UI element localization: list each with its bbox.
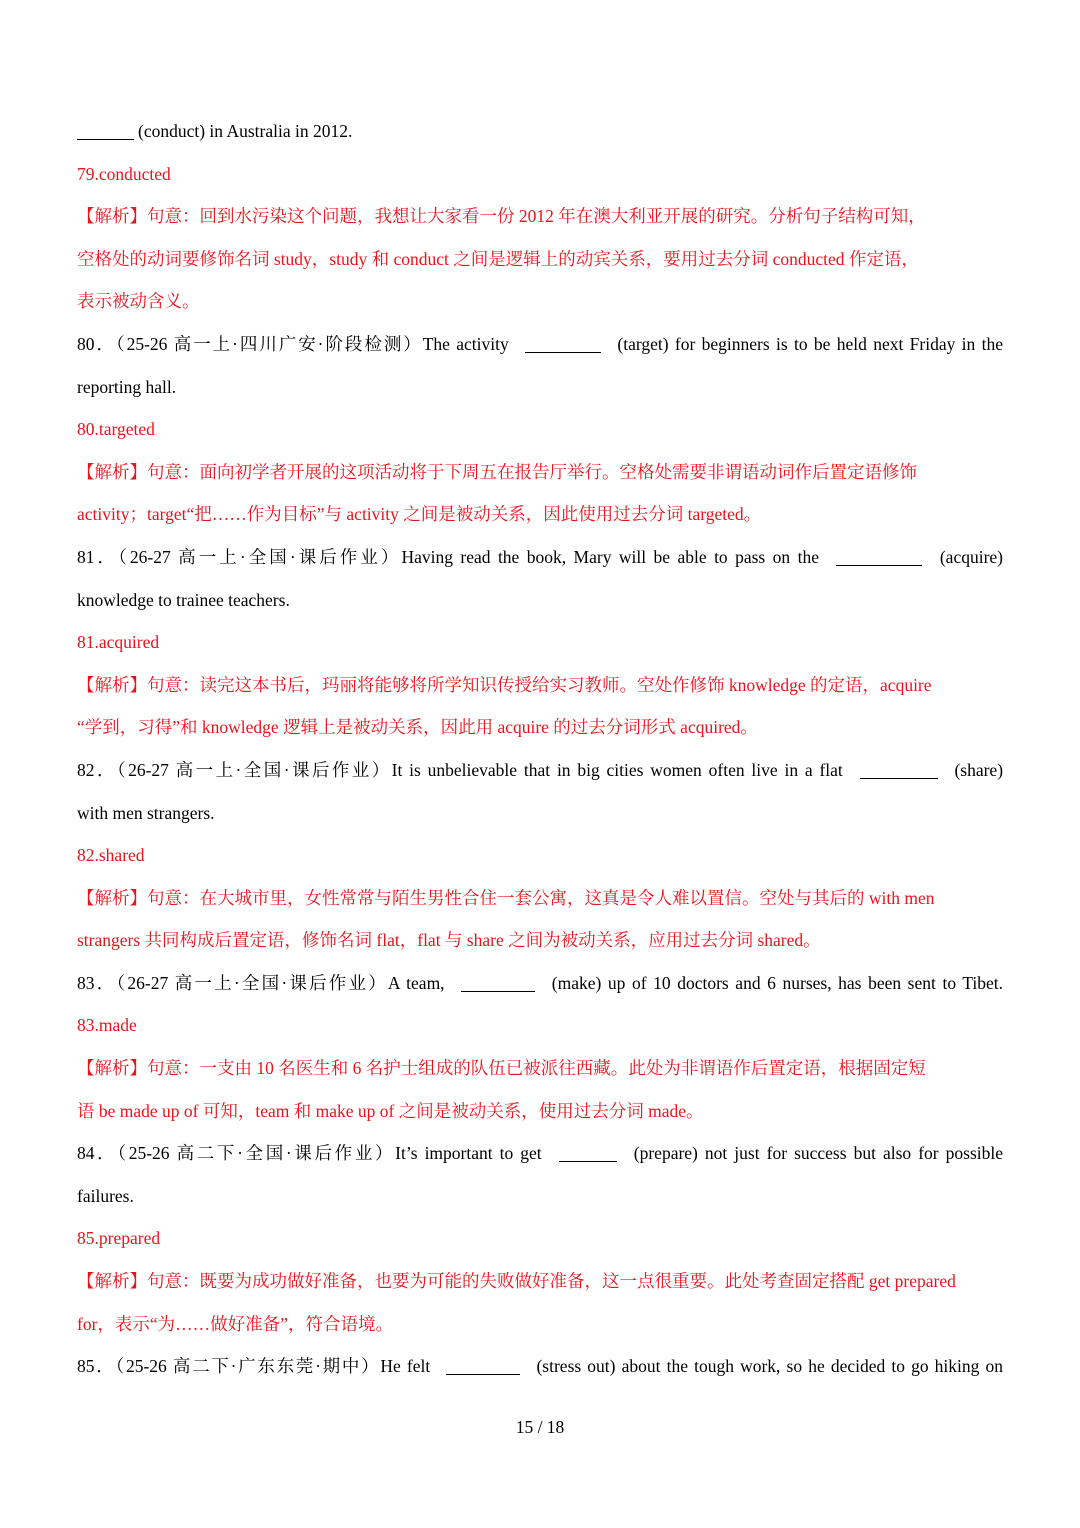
page-number: 15 / 18: [515, 1417, 565, 1437]
explanation-81-line-2: “学到，习得”和 knowledge 逻辑上是被动关系，因此用 acquire 的过去分词形式 acquired。: [77, 717, 758, 738]
question-80-line-2: reporting hall.: [77, 376, 177, 397]
explanation-82-line-2: strangers 共同构成后置定语，修饰名词 flat，flat 与 share 之间为被动关系，应用过去分词 shared。: [77, 930, 821, 951]
document-body: [77, 110, 1003, 1388]
explanation-85-line-1: 【解析】句意：既要为成功做好准备，也要为可能的失败做好准备，这一点很重要。此处考查固定搭配 get prepared: [77, 1271, 956, 1292]
question-82-line-2: with men strangers.: [77, 802, 215, 823]
answer-81: 81.acquired: [77, 632, 160, 653]
explanation-81-line-1: 【解析】句意：读完这本书后，玛丽将能够将所学知识传授给实习教师。空处作修饰 knowledge 的定语，acquire: [77, 674, 932, 695]
text: 83．（26-27 高一上·全国·课后作业）A team,: [77, 972, 445, 993]
text: (acquire): [939, 546, 1004, 567]
answer-blank: [836, 547, 922, 566]
explanation-85-line-2: for，表示“为……做好准备”，符合语境。: [77, 1313, 393, 1334]
answer-blank: [77, 122, 134, 141]
explanation-83-line-2: 语 be made up of 可知，team 和 make up of 之间是被动关系，使用过去分词 made。: [77, 1100, 704, 1121]
answer-blank: [525, 334, 601, 353]
text: 84．（25-26 高二下·全国·课后作业）It’s important to get: [77, 1143, 542, 1164]
answer-blank: [461, 973, 535, 992]
explanation-80-line-2: activity；target“把……作为目标”与 activity 之间是被动关系，因此使用过去分词 targeted。: [77, 504, 762, 525]
answer-82: 82.shared: [77, 845, 145, 866]
question-84-line-1: [77, 1132, 1003, 1175]
explanation-80-line-1: 【解析】句意：面向初学者开展的这项活动将于下周五在报告厅举行。空格处需要非谓语动词作后置定语修饰: [77, 461, 917, 482]
text: (make) up of 10 doctors and 6 nurses, has been sent to Tibet.: [551, 972, 1004, 993]
text: 81．（26-27 高一上·全国·课后作业）Having read the book, Mary will be able to pass on the: [77, 546, 819, 567]
text: 82．（26-27 高一上·全国·课后作业）It is unbelievable that in big cities women often live in a flat: [77, 759, 843, 780]
explanation-83-line-1: 【解析】句意：一支由 10 名医生和 6 名护士组成的队伍已被派往西藏。此处为非谓语作后置定语，根据固定短: [77, 1058, 926, 1079]
answer-blank: [559, 1144, 617, 1163]
answer-blank: [860, 760, 938, 779]
text: (share): [954, 759, 1004, 780]
answer-79: 79.conducted: [77, 163, 171, 184]
text: (target) for beginners is to be held next Friday in the: [617, 333, 1004, 354]
text: 85．（25-26 高二下·广东东莞·期中）He felt: [77, 1356, 431, 1377]
text: (conduct) in Australia in 2012.: [138, 121, 353, 141]
text: (prepare) not just for success but also for possible: [633, 1143, 1004, 1164]
answer-83: 83.made: [77, 1015, 137, 1036]
question-80-line-1: [77, 323, 1003, 366]
question-82-line-1: [77, 749, 1003, 792]
answer-85: 85.prepared: [77, 1228, 161, 1249]
explanation-79-line-3: 表示被动含义。: [77, 291, 200, 312]
question-81-line-1: [77, 536, 1003, 579]
explanation-79-line-1: 【解析】句意：回到水污染这个问题，我想让大家看一份 2012 年在澳大利亚开展的研究。分析句子结构可知，: [77, 206, 926, 227]
answer-blank: [446, 1357, 520, 1376]
text: (stress out) about the tough work, so he decided to go hiking on: [536, 1356, 1004, 1377]
question-79-tail: [77, 110, 1003, 153]
question-81-line-2: knowledge to trainee teachers.: [77, 589, 290, 610]
explanation-82-line-1: 【解析】句意：在大城市里，女性常常与陌生男性合住一套公寓，这真是令人难以置信。空处与其后的 with men: [77, 887, 935, 908]
explanation-79-line-2: 空格处的动词要修饰名词 study，study 和 conduct 之间是逻辑上的动宾关系，要用过去分词 conducted 作定语，: [77, 248, 919, 269]
answer-80: 80.targeted: [77, 419, 155, 440]
question-85-line-1: [77, 1345, 1003, 1388]
question-83-line-1: [77, 962, 1003, 1005]
question-84-line-2: failures.: [77, 1185, 134, 1206]
text: 80．（25-26 高一上·四川广安·阶段检测）The activity: [77, 333, 509, 354]
